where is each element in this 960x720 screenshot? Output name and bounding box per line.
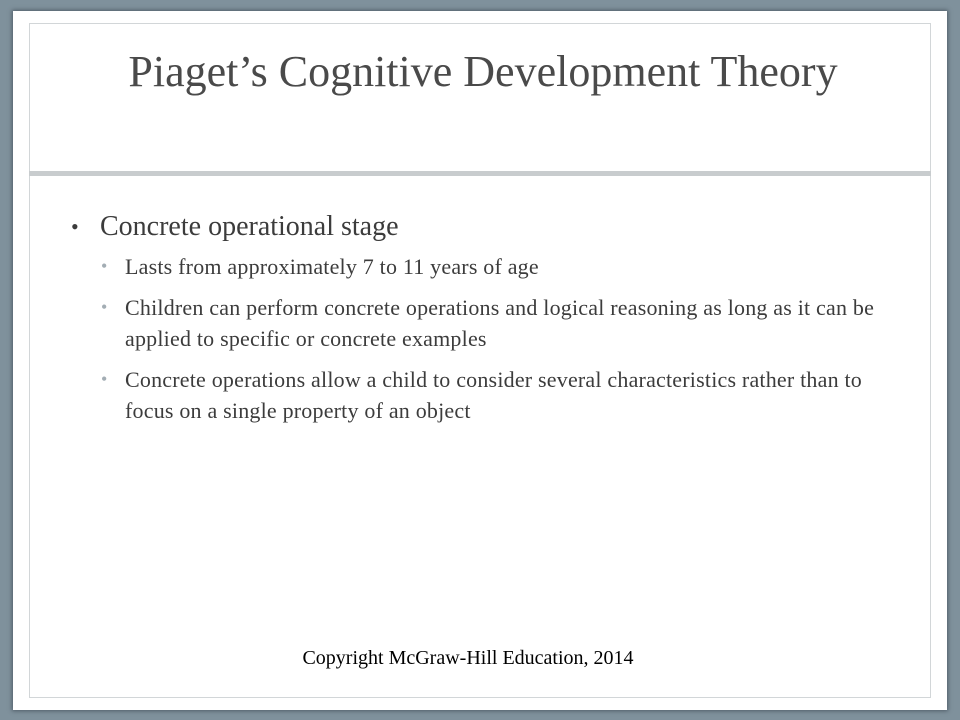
bullet-dot-small-icon: • — [101, 297, 108, 317]
title-divider — [29, 171, 931, 176]
bullet-dot-icon: • — [71, 214, 79, 239]
slide — [13, 11, 947, 710]
sub-bullet-text: Concrete operations allow a child to consider several characteristics rather than to focus on a single property of an object — [125, 367, 863, 423]
bullet-dot-small-icon: • — [101, 256, 108, 276]
sub-bullet-item — [101, 364, 893, 426]
sub-bullet-text: Children can perform concrete operations and logical reasoning as long as it can be applied to specific or concrete examples — [125, 295, 875, 351]
slide-body — [63, 209, 893, 436]
bullet-text: Concrete operational stage — [100, 211, 399, 242]
slide-title: Piaget’s Cognitive Development Theory — [128, 47, 838, 96]
bullet-dot-small-icon: • — [101, 369, 108, 389]
sub-bullet-list — [63, 251, 893, 426]
sub-bullet-item — [101, 251, 893, 282]
sub-bullet-text: Lasts from approximately 7 to 11 years of age — [125, 254, 539, 279]
copyright-footer: Copyright McGraw-Hill Education, 2014 — [302, 647, 634, 669]
bullet-item — [63, 209, 893, 245]
sub-bullet-item — [101, 292, 893, 354]
